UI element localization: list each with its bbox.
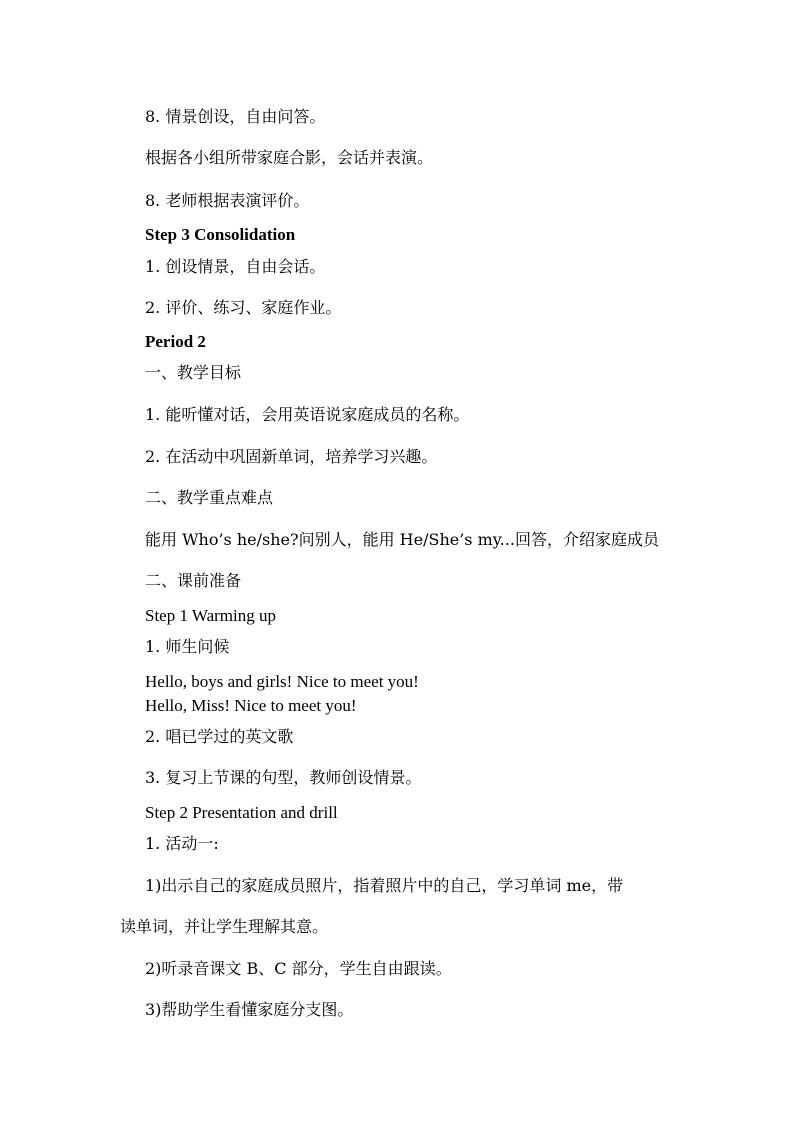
dialogue-line: Hello, boys and girls! Nice to meet you! (145, 672, 419, 691)
paragraph-line: 8. 老师根据表演评价。 (145, 191, 310, 210)
paragraph-line: 8. 情景创设，自由问答。 (145, 107, 326, 126)
paragraph-line: 1. 创设情景，自由会话。 (145, 257, 326, 276)
paragraph-line: 3. 复习上节课的句型，教师创设情景。 (145, 768, 422, 787)
dialogue-line: Hello, Miss! Nice to meet you! (145, 696, 357, 715)
period-heading: Period 2 (145, 332, 206, 351)
section-heading: 二、课前准备 (145, 571, 242, 590)
paragraph-line: 1. 活动一: (145, 834, 219, 853)
step-heading: Step 2 Presentation and drill (145, 803, 338, 822)
paragraph-line: 读单词，并让学生理解其意。 (120, 917, 329, 936)
section-heading: 一、教学目标 (145, 363, 242, 382)
paragraph-line: 1. 能听懂对话，会用英语说家庭成员的名称。 (145, 405, 470, 424)
section-heading: 二、教学重点难点 (145, 488, 274, 507)
paragraph-line: 2)听录音课文 B、C 部分，学生自由跟读。 (145, 959, 452, 978)
paragraph-line: 2. 唱已学过的英文歌 (145, 727, 294, 746)
paragraph-line: 3)帮助学生看懂家庭分支图。 (145, 1000, 354, 1019)
paragraph-line: 1. 师生问候 (145, 637, 230, 656)
step-heading: Step 1 Warming up (145, 606, 277, 625)
paragraph-line: 2. 评价、练习、家庭作业。 (145, 298, 342, 317)
paragraph-line: 根据各小组所带家庭合影，会话并表演。 (145, 148, 434, 167)
paragraph-line: 2. 在活动中巩固新单词，培养学习兴趣。 (145, 447, 438, 466)
step-heading: Step 3 Consolidation (145, 225, 296, 244)
paragraph-line: 1)出示自己的家庭成员照片，指着照片中的自己，学习单词 me，带 (145, 876, 624, 895)
paragraph-line: 能用 Who’s he/she?问别人，能用 He/She’s my...回答，介绍家庭成员 (145, 530, 659, 549)
